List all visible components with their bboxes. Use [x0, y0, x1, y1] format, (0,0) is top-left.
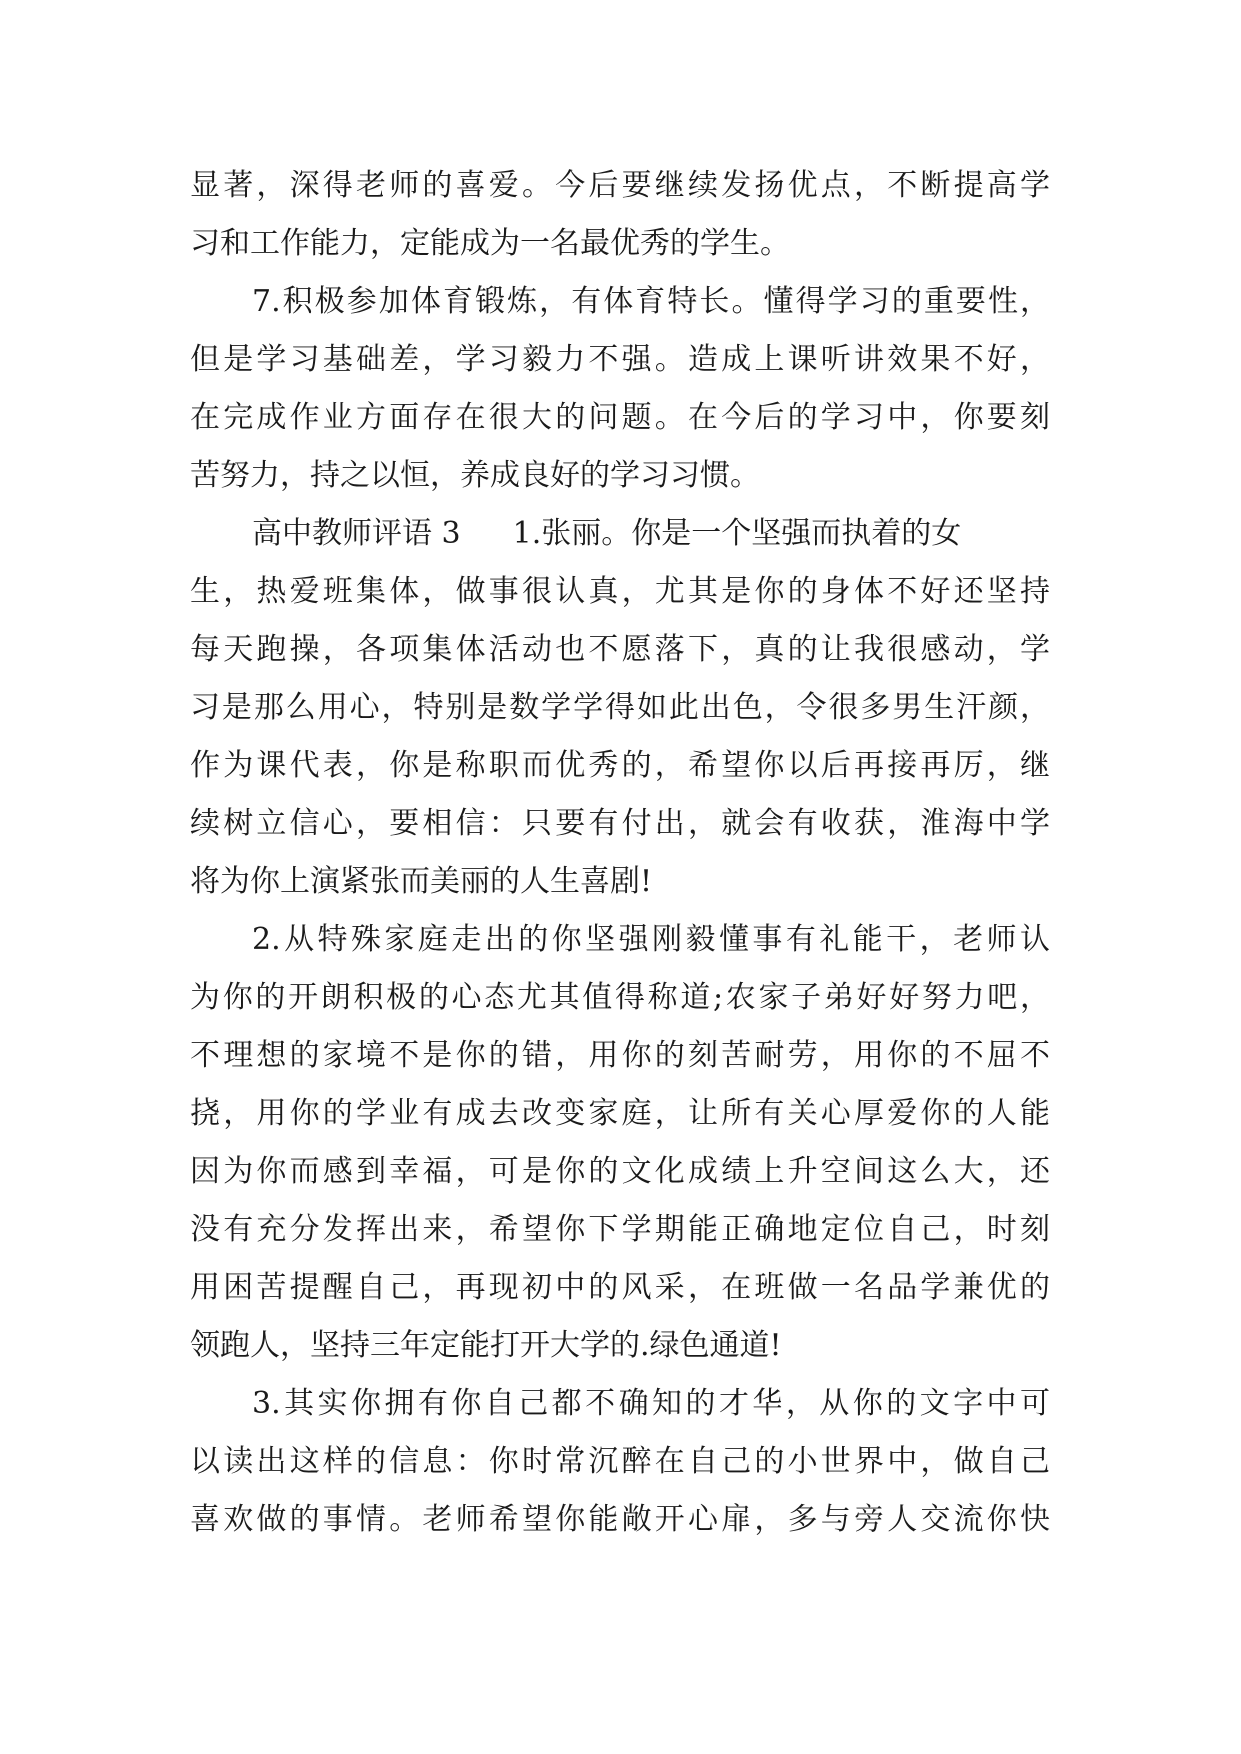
text-line: 苦努力，持之以恒，养成良好的学习习惯。 [190, 458, 760, 493]
section-heading-line [252, 514, 1050, 554]
text-line: 每天跑操，各项集体活动也不愿落下，真的让我很感动，学 [190, 632, 1050, 667]
text-line: 以读出这样的信息：你时常沉醉在自己的小世界中，做自己 [190, 1444, 1050, 1479]
text-line: 挠，用你的学业有成去改变家庭，让所有关心厚爱你的人能 [190, 1096, 1050, 1131]
text-line: 将为你上演紧张而美丽的人生喜剧! [190, 864, 653, 899]
text-line: 用困苦提醒自己，再现初中的风采，在班做一名品学兼优的 [190, 1270, 1050, 1305]
text-line: 在完成作业方面存在很大的问题。在今后的学习中，你要刻 [190, 400, 1050, 435]
text-line: 续树立信心，要相信：只要有付出，就会有收获，淮海中学 [190, 806, 1050, 841]
paragraph-1-start: 1.张丽。你是一个坚强而执着的女 [512, 516, 962, 551]
text-line: 为你的开朗积极的心态尤其值得称道;农家子弟好好努力吧， [190, 980, 1050, 1015]
paragraph-3-start: 3.其实你拥有你自己都不确知的才华，从你的文字中可 [252, 1386, 1050, 1421]
text-line: 喜欢做的事情。老师希望你能敞开心扉，多与旁人交流你快 [190, 1502, 1050, 1537]
text-line: 没有充分发挥出来，希望你下学期能正确地定位自己，时刻 [190, 1212, 1050, 1247]
text-line: 习是那么用心，特别是数学学得如此出色，令很多男生汗颜， [190, 690, 1050, 725]
text-line: 不理想的家境不是你的错，用你的刻苦耐劳，用你的不屈不 [190, 1038, 1050, 1073]
text-line: 生，热爱班集体，做事很认真，尤其是你的身体不好还坚持 [190, 574, 1050, 609]
text-line: 但是学习基础差，学习毅力不强。造成上课听讲效果不好， [190, 342, 1050, 377]
paragraph-2-start: 2.从特殊家庭走出的你坚强刚毅懂事有礼能干，老师认 [252, 922, 1050, 957]
text-line: 因为你而感到幸福，可是你的文化成绩上升空间这么大，还 [190, 1154, 1050, 1189]
section-heading: 高中教师评语 3 [252, 516, 461, 551]
text-line: 领跑人，坚持三年定能打开大学的.绿色通道! [190, 1328, 782, 1363]
text-line: 显著，深得老师的喜爱。今后要继续发扬优点，不断提高学 [190, 168, 1050, 203]
paragraph-7-start: 7.积极参加体育锻炼，有体育特长。懂得学习的重要性， [252, 284, 1050, 319]
text-line: 习和工作能力，定能成为一名最优秀的学生。 [190, 226, 790, 261]
text-line: 作为课代表，你是称职而优秀的，希望你以后再接再厉，继 [190, 748, 1050, 783]
